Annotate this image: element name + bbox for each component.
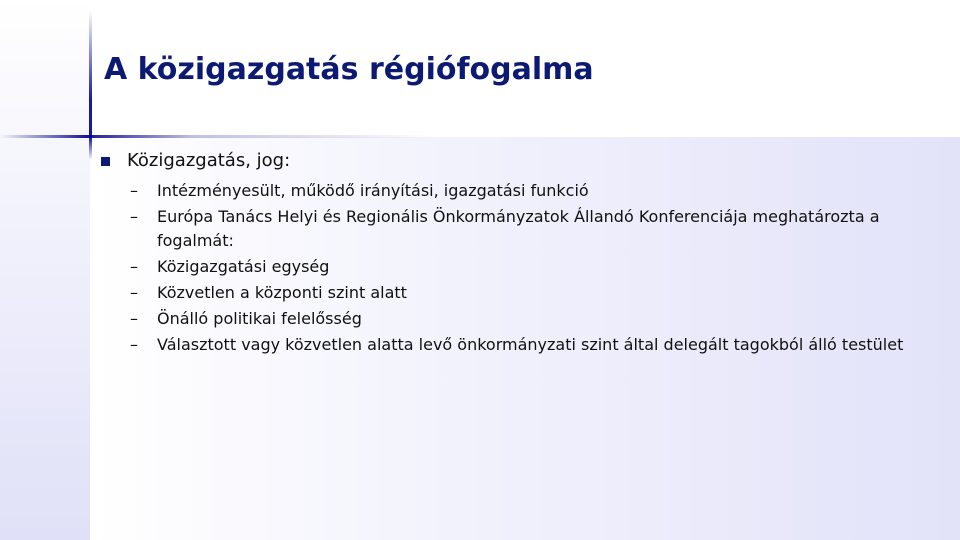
dash-bullet-icon: – <box>130 309 138 328</box>
square-bullet-icon <box>101 157 110 166</box>
list-item-text: Intézményesült, működő irányítási, igazgatási funkció <box>157 181 589 200</box>
dash-bullet-icon: – <box>130 207 138 226</box>
dash-bullet-icon: – <box>130 335 138 354</box>
list-item-text: Közvetlen a központi szint alatt <box>157 283 407 302</box>
list-item <box>127 307 957 331</box>
left-gradient-strip <box>0 0 90 540</box>
list-item-text: Választott vagy közvetlen alatta levő önkormányzati szint által delegált tagokból álló testület <box>157 335 904 354</box>
list-item-text: Közigazgatási egység <box>157 257 330 276</box>
list-item <box>127 179 957 203</box>
list-item <box>127 333 957 357</box>
horizontal-accent-line <box>0 135 960 138</box>
list-item <box>127 281 957 305</box>
dash-bullet-icon: – <box>130 181 138 200</box>
list-item-text: Önálló politikai felelősség <box>157 309 362 328</box>
list-item <box>127 255 957 279</box>
dash-bullet-icon: – <box>130 283 138 302</box>
list-item-text: Európa Tanács Helyi és Regionális Önkormányzatok Állandó Konferenciája meghatározta a fogalmát: <box>157 207 880 250</box>
list-item <box>127 205 957 253</box>
bullet-label: Közigazgatás, jog: <box>127 150 291 171</box>
sub-bullet-list <box>127 179 957 359</box>
dash-bullet-icon: – <box>130 257 138 276</box>
slide-title: A közigazgatás régiófogalma <box>104 52 594 87</box>
